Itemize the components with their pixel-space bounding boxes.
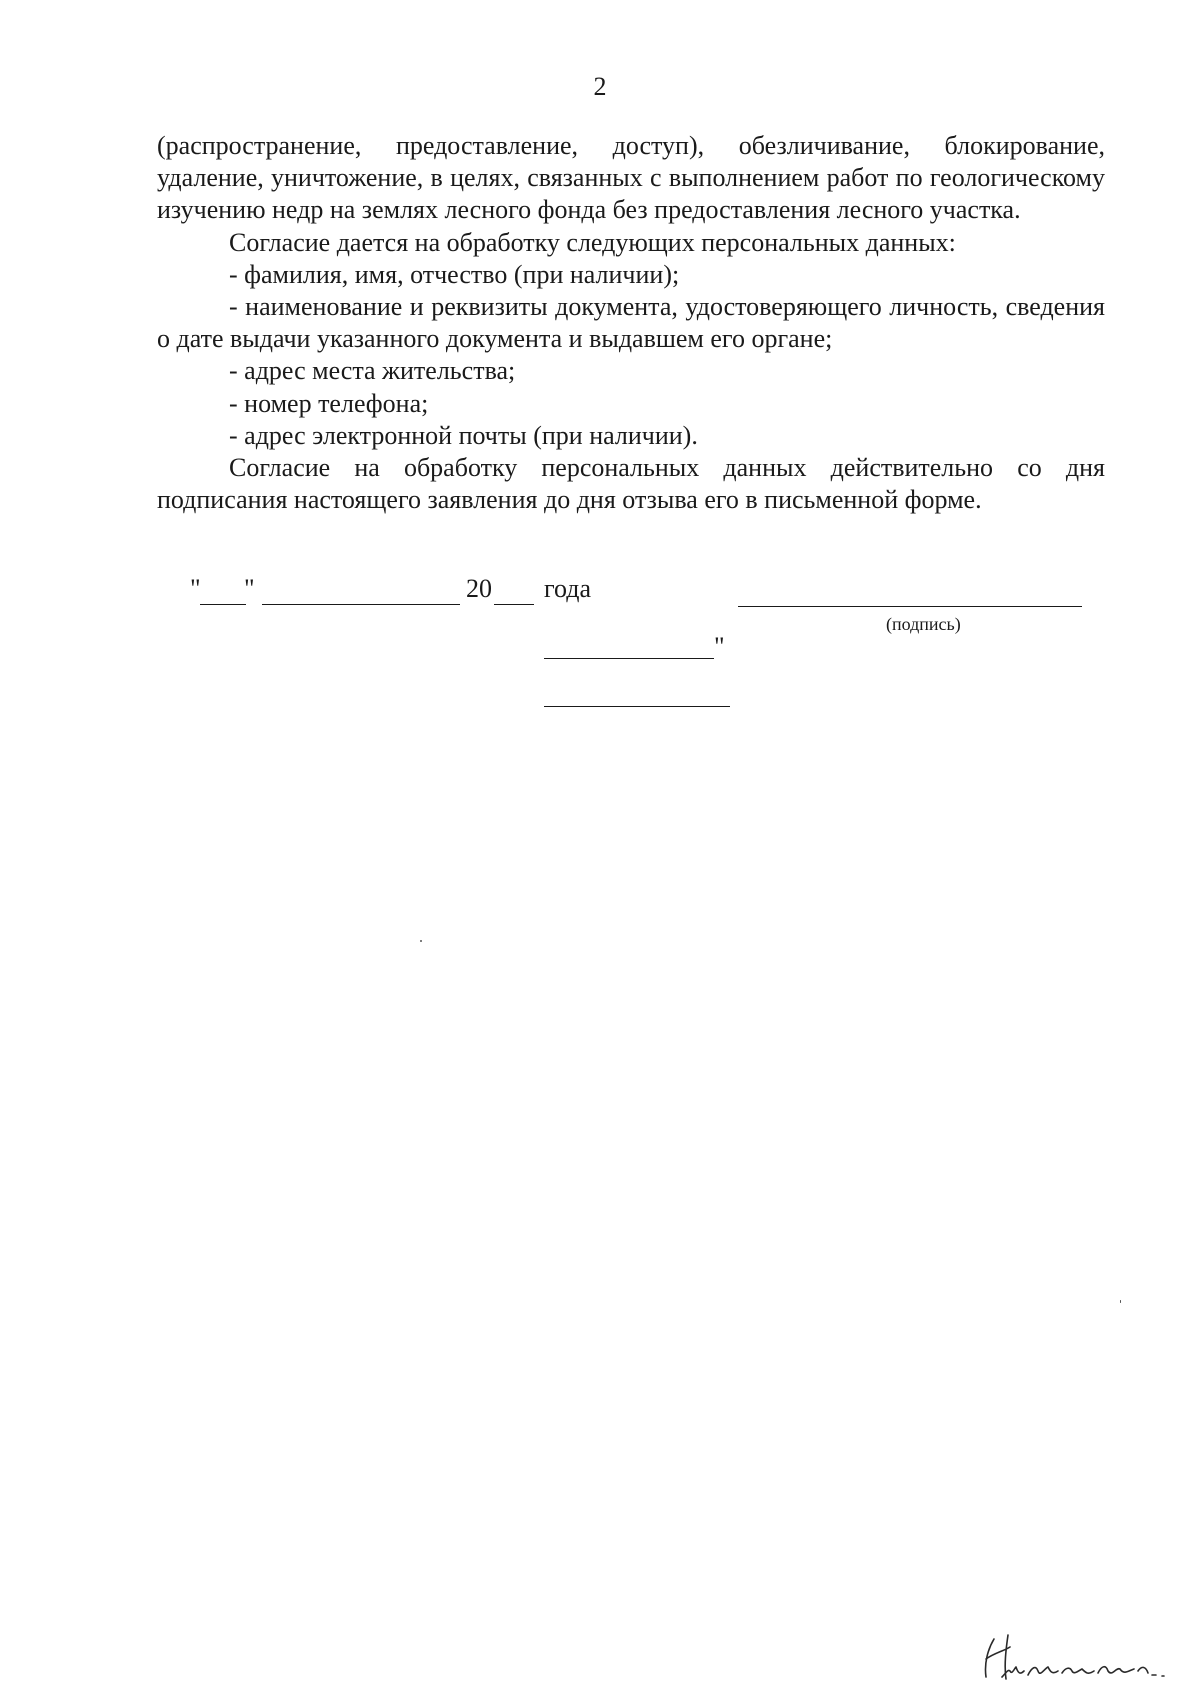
list-item-address: - адрес места жительства; xyxy=(229,356,516,386)
date-close-quote: " xyxy=(244,574,255,603)
page-number: 2 xyxy=(593,72,607,101)
extra-blank-line-1[interactable] xyxy=(544,658,714,659)
paragraph-processing-purpose: (распространение, предоставление, доступ), обезличивание, блокирование, удаление, уничтожение, в целях, связанных с выполнением работ по геологическому изучению недр на землях лесного фонда без предоставления лесного участка. xyxy=(157,131,1105,225)
document-body xyxy=(157,130,1105,516)
list-item-phone: - номер телефона; xyxy=(229,388,429,418)
list-item-identity-document: - наименование и реквизиты документа, удостоверяющего личность, сведения о дате выдачи указанного документа и выдавшем его органе; xyxy=(157,292,1105,354)
extra-blank-line-2[interactable] xyxy=(544,706,730,707)
list-item-full-name: - фамилия, имя, отчество (при наличии); xyxy=(229,259,680,289)
paragraph-consent-validity: Согласие на обработку персональных данных действительно со дня подписания настоящего заявления до дня отзыва его в письменной форме. xyxy=(157,453,1105,515)
month-blank-line[interactable] xyxy=(262,604,460,605)
handwritten-initials xyxy=(978,1625,1178,1685)
signature-caption: (подпись) xyxy=(886,614,961,634)
scan-speck xyxy=(420,940,422,942)
day-blank-line[interactable] xyxy=(200,604,246,605)
list-item-email: - адрес электронной почты (при наличии). xyxy=(229,420,698,450)
signature-blank-line[interactable] xyxy=(738,606,1082,607)
date-open-quote: " xyxy=(190,574,201,603)
year-suffix: года xyxy=(544,574,592,603)
scan-speck xyxy=(1120,1300,1121,1303)
year-blank-line[interactable] xyxy=(494,604,534,605)
paragraph-consent-scope: Согласие дается на обработку следующих персональных данных: xyxy=(229,227,956,257)
signature-block xyxy=(0,574,1200,720)
extra-blank-quote: " xyxy=(714,632,725,661)
year-prefix: 20 xyxy=(466,574,492,603)
